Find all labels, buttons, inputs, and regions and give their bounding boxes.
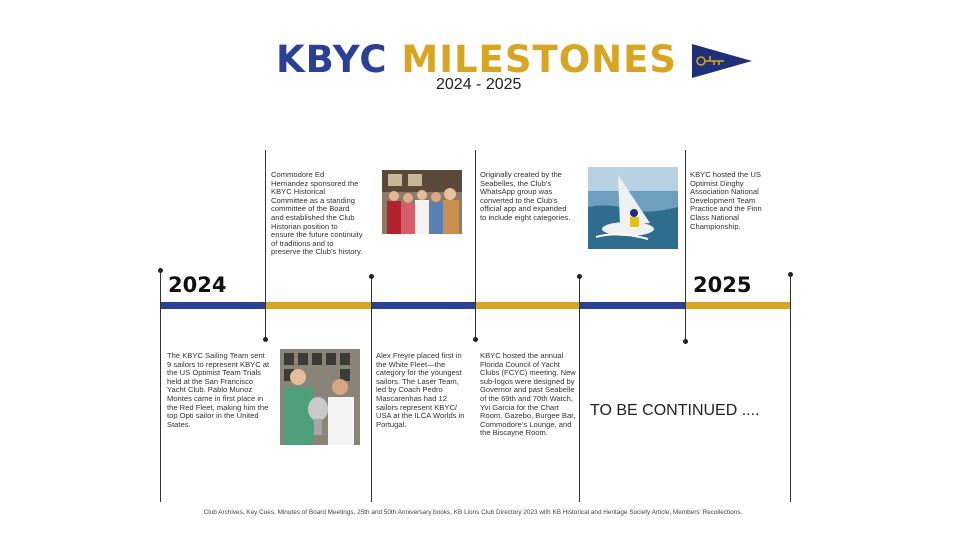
timeline-dot	[473, 337, 478, 342]
milestone-us-optimist-hosting: KBYC hosted the US Optimist Dinghy Association National Development Team Practice and the Finn Class National Championship.	[690, 170, 762, 231]
title-milestones: MILESTONES	[401, 38, 678, 81]
sources-footer: Club Archives, Key Cues, Minutes of Board Meetings, 25th and 50th Anniversary books, KB Lions Club Directory 2023 with KB Historical and Heritage Society Article, Members’ Recollections.	[203, 509, 743, 516]
timeline-segment	[580, 302, 686, 309]
milestone-whatsapp-app: Originally created by the Seabelles, the Club’s WhatsApp group was converted to the Club’s official app and expanded to include eight categories.	[480, 170, 571, 222]
timeline-tick	[685, 150, 686, 342]
year-label-2024: 2024	[168, 273, 227, 297]
trophy-photo	[280, 349, 360, 445]
timeline-dot	[788, 272, 793, 277]
group-photo	[382, 170, 462, 234]
timeline-tick	[371, 276, 372, 502]
milestone-historical-committee: Commodore Ed Hernandez sponsored the KBYC Historical Committee as a standing committee of the Board and established the Club Historian position to ensure the future continuity of traditions and to preserve the Club’s history.	[271, 170, 363, 257]
timeline-tick	[160, 270, 161, 502]
burgee-flag-icon	[692, 44, 752, 78]
timeline-dot	[683, 339, 688, 344]
timeline-dot	[577, 274, 582, 279]
timeline-tick	[265, 150, 266, 340]
timeline-dot	[369, 274, 374, 279]
to-be-continued-label: TO BE CONTINUED ....	[590, 402, 760, 419]
milestone-sailing-team: The KBYC Sailing Team sent 9 sailors to represent KBYC at the US Optimist Team Trials held at the San Francisco Yacht Club. Pablo Munoz Montes came in first place in the Red Fleet, making him the top Opti sailor in the United States.	[167, 351, 270, 429]
timeline-segment	[266, 302, 372, 309]
page-subtitle: 2024 - 2025	[436, 76, 522, 93]
timeline-tick	[579, 276, 580, 502]
year-label-2025: 2025	[693, 273, 752, 297]
timeline-dot	[263, 337, 268, 342]
timeline-segment	[372, 302, 476, 309]
timeline-segment	[476, 302, 580, 309]
milestone-fcyc-meeting: KBYC hosted the annual Florida Council of Yacht Clubs (FCYC) meeting. New sub-logos were designed by Governor and past Seabelle of the 69th and 70th Watch, Yvi Garcia for the Chart Room, Gazebo, Burgee Bar, Commodore’s Lounge, and the Biscayne Room.	[480, 351, 576, 438]
timeline-dot	[158, 268, 163, 273]
timeline-segment	[160, 302, 266, 309]
sailing-photo	[588, 167, 678, 249]
timeline-tick	[790, 274, 791, 502]
timeline-segment	[686, 302, 790, 309]
milestone-alex-freyre: Alex Freyre placed first in the White Fleet—the category for the youngest sailors. The Laser Team, led by Coach Pedro Mascarenhas had 12 sailors represent KBYC/ USA at the ILCA Worlds in Portugal.	[376, 351, 465, 429]
timeline-tick	[475, 150, 476, 340]
title-kbyc: KBYC	[276, 38, 388, 81]
